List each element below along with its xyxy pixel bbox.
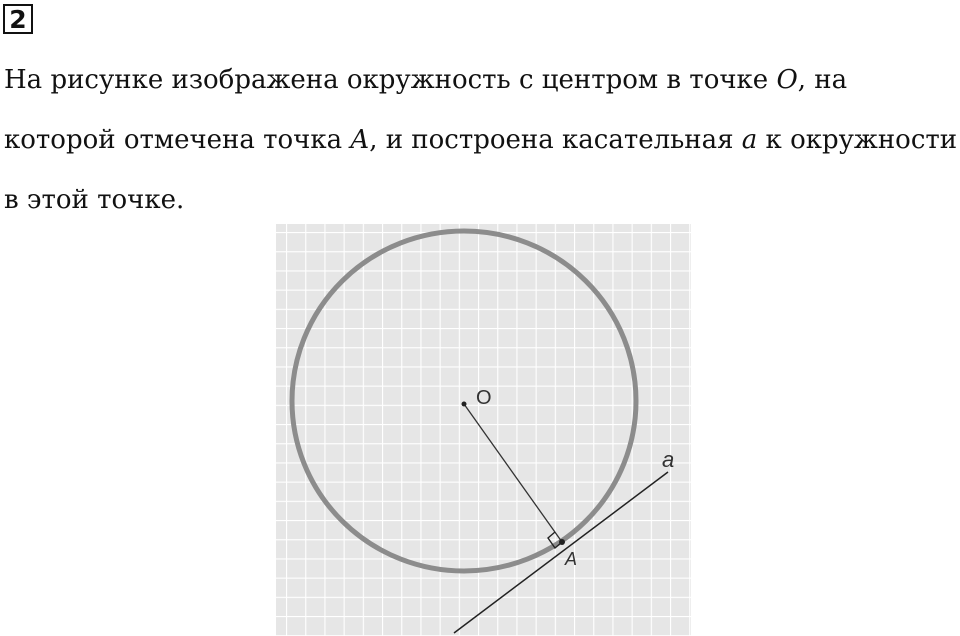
center-point-O	[462, 402, 467, 407]
variable-A: A	[350, 125, 370, 155]
variable-a: a	[741, 125, 758, 155]
text-line-2	[4, 110, 956, 170]
text-line-3: в этой точке.	[4, 185, 185, 215]
task-number: 2	[3, 4, 33, 34]
geometry-figure	[276, 224, 691, 636]
text-line-2-part-b: , и построена касательная	[369, 125, 742, 155]
figure-drawing	[276, 224, 691, 636]
text-line-2-part-a: которой отмечена точка	[4, 125, 351, 155]
text-line-1-part-b: , на	[797, 65, 848, 95]
text-line-1	[4, 50, 956, 110]
variable-O: O	[776, 65, 798, 95]
label-A: A	[565, 549, 578, 569]
tangent-point-A	[559, 539, 565, 545]
label-a: a	[662, 447, 675, 472]
text-line-2-part-c: к окружности	[757, 125, 958, 155]
label-O: O	[476, 387, 492, 409]
problem-text	[4, 50, 956, 230]
text-line-1-part-a: На рисунке изображена окружность с центром в точке	[4, 65, 777, 95]
